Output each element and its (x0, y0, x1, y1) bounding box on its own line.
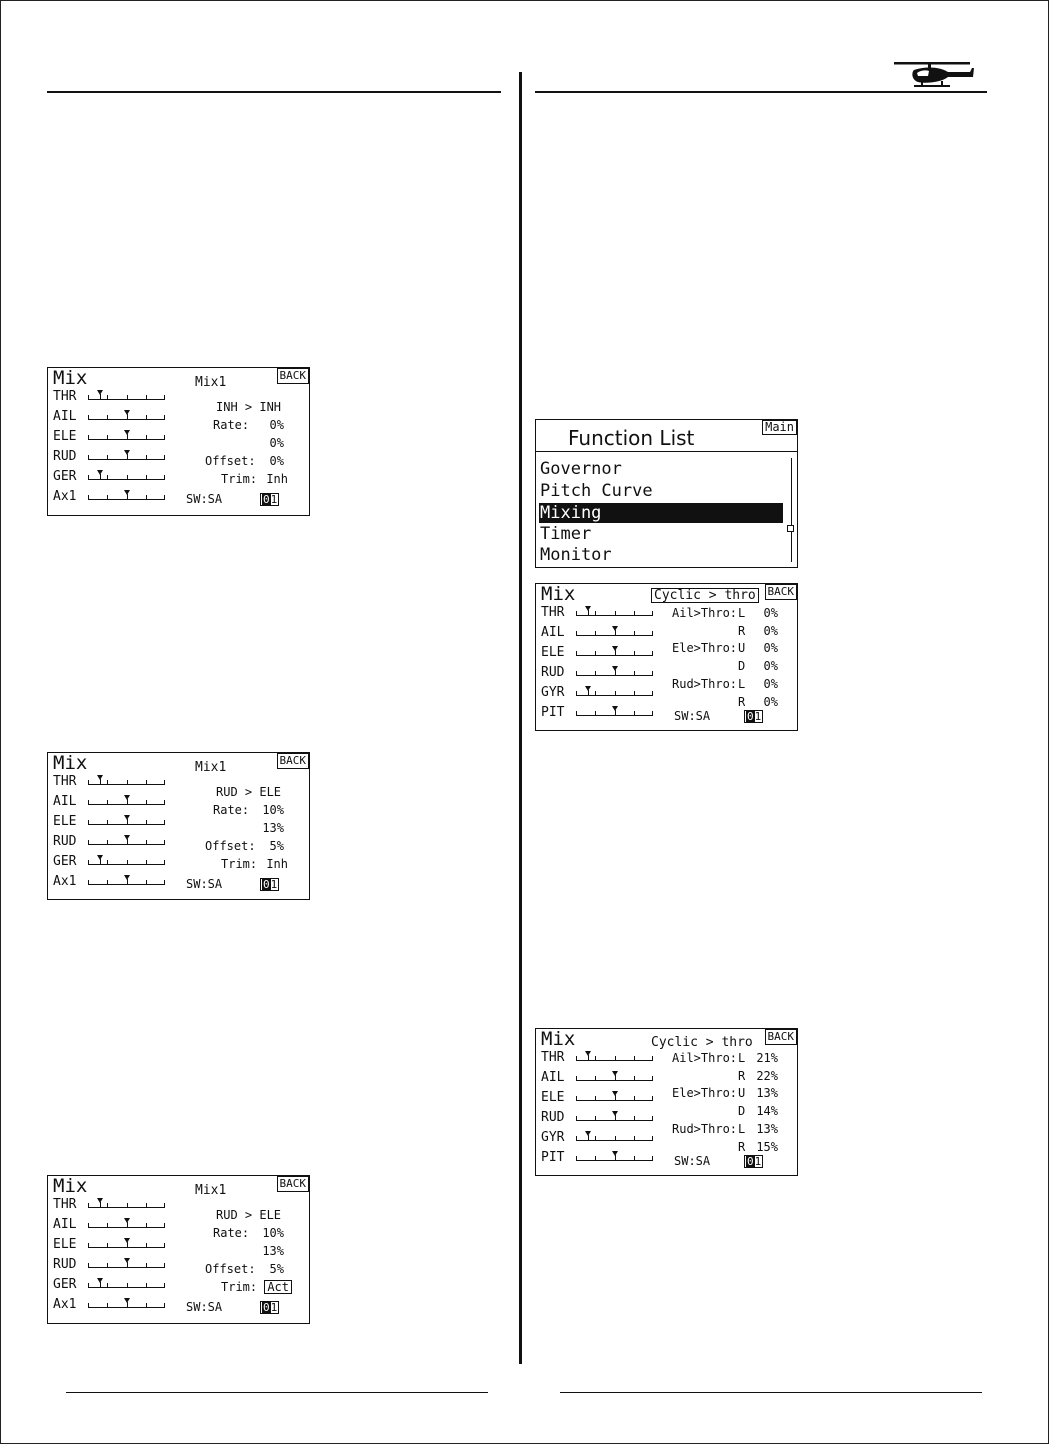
switch-position-indicator (744, 710, 763, 723)
bar-tick (595, 671, 596, 676)
bar-tick (146, 455, 147, 460)
menu-item-timer[interactable]: Timer (540, 524, 592, 544)
screen-title: Mix (53, 1175, 88, 1197)
channel-marker-stem (127, 414, 128, 420)
channel-marker-stem (127, 454, 128, 460)
bar-tick (634, 631, 635, 636)
channel-label-rud: RUD (53, 1257, 77, 1272)
menu-item-pitch-curve[interactable]: Pitch Curve (540, 481, 653, 501)
bar-tick (107, 1283, 108, 1288)
bar-tick (595, 1056, 596, 1061)
channel-marker-stem (615, 1115, 616, 1121)
bar-tick (107, 395, 108, 400)
channel-marker-stem (588, 610, 589, 616)
bar-tick (107, 1303, 108, 1308)
bar-tick (107, 800, 108, 805)
channel-bar-ail (576, 1072, 653, 1081)
rate-value-1: 0% (269, 418, 284, 432)
bar-tick (107, 820, 108, 825)
channel-bar-thr (88, 1199, 165, 1208)
bar-tick (146, 880, 147, 885)
screen-title: Mix (541, 583, 576, 605)
channel-bar-ele (576, 647, 653, 656)
switch-position-indicator (744, 1155, 763, 1168)
channel-marker-stem (100, 1282, 101, 1288)
channel-bar-rud (88, 836, 165, 845)
rud-label: Rud>Thro: (672, 677, 738, 691)
back-button[interactable]: BACK (277, 368, 310, 384)
channel-bar-ger (88, 471, 165, 480)
channel-label-ele: ELE (53, 429, 77, 444)
bar-tick (107, 860, 108, 865)
bar-tick (634, 1136, 635, 1141)
switch-label: SW:SA (186, 877, 223, 891)
channel-bar-ail (88, 796, 165, 805)
channel-label-ail: AIL (53, 794, 77, 809)
channel-label-rud: RUD (541, 1110, 565, 1125)
mix-number: Mix1 (195, 760, 227, 775)
rud-r-dir: R (738, 695, 746, 709)
function-list-screen (535, 419, 798, 568)
menu-item-governor[interactable]: Governor (540, 459, 622, 479)
ele-d-value: 14% (756, 1104, 778, 1118)
ail-l-value: 21% (756, 1051, 778, 1065)
rate-value-2: 0% (269, 436, 284, 450)
bar-tick (595, 1096, 596, 1101)
bar-tick (107, 780, 108, 785)
bar-tick (107, 435, 108, 440)
bar-tick (107, 1263, 108, 1268)
ail-r-value: 0% (763, 624, 778, 638)
channel-bar-ele (88, 431, 165, 440)
bar-tick (146, 435, 147, 440)
ele-label: Ele>Thro: (672, 641, 738, 655)
bar-tick (595, 691, 596, 696)
mix-route: RUD > ELE (216, 785, 282, 799)
bar-tick (615, 611, 616, 616)
bar-tick (146, 415, 147, 420)
channel-marker-stem (100, 394, 101, 400)
channel-label-thr: THR (541, 1050, 565, 1065)
channel-marker-stem (127, 839, 128, 845)
ele-u-value: 13% (756, 1086, 778, 1100)
channel-label-thr: THR (53, 1197, 77, 1212)
main-button[interactable]: Main (762, 420, 797, 435)
bar-tick (634, 651, 635, 656)
bar-tick (146, 1283, 147, 1288)
right-footer-rule (560, 1392, 982, 1393)
offset-label: Offset: (205, 839, 256, 853)
bar-tick (634, 691, 635, 696)
ele-d-dir: D (738, 1104, 746, 1118)
trim-label: Trim: (221, 1280, 258, 1294)
bar-tick (595, 1076, 596, 1081)
channel-label-ger: GER (53, 854, 77, 869)
mix-type[interactable]: Cyclic > thro (651, 588, 759, 603)
channel-bar-gyr (576, 1132, 653, 1141)
channel-marker-stem (127, 819, 128, 825)
ele-u-value: 0% (763, 641, 778, 655)
switch-pos-1: 1 (270, 493, 278, 506)
channel-bar-ax1 (88, 1299, 165, 1308)
scrollbar[interactable] (791, 458, 792, 562)
channel-bar-ax1 (88, 491, 165, 500)
channel-marker-stem (100, 779, 101, 785)
ail-r-dir: R (738, 1069, 746, 1083)
bar-tick (127, 1203, 128, 1208)
rate-value-2: 13% (262, 1244, 284, 1258)
mix-route: INH > INH (216, 400, 282, 414)
rate-value-1: 10% (262, 803, 284, 817)
bar-tick (615, 1136, 616, 1141)
channel-label-ail: AIL (53, 1217, 77, 1232)
bar-tick (146, 1243, 147, 1248)
right-header-rule (535, 91, 987, 93)
bar-tick (595, 1136, 596, 1141)
bar-tick (634, 671, 635, 676)
rate-value-1: 10% (262, 1226, 284, 1240)
bar-tick (634, 1116, 635, 1121)
switch-label: SW:SA (186, 1300, 223, 1314)
bar-tick (127, 780, 128, 785)
back-button[interactable]: BACK (277, 1176, 310, 1192)
switch-pos-1: 1 (754, 710, 762, 723)
bar-tick (595, 1156, 596, 1161)
switch-pos-0: 0 (747, 710, 754, 723)
channel-marker-stem (588, 1055, 589, 1061)
mix-screen-rud-ele (47, 752, 310, 900)
switch-pos-1: 1 (270, 1301, 278, 1314)
mix-route: RUD > ELE (216, 1208, 282, 1222)
channel-marker-stem (127, 799, 128, 805)
mix-type[interactable]: Cyclic > thro (651, 1035, 753, 1050)
bar-tick (634, 611, 635, 616)
channel-label-ele: ELE (541, 645, 565, 660)
channel-label-ax1: Ax1 (53, 1297, 77, 1312)
menu-item-monitor[interactable]: Monitor (540, 545, 612, 565)
bar-tick (615, 1056, 616, 1061)
channel-label-thr: THR (541, 605, 565, 620)
ail-l-value: 0% (763, 606, 778, 620)
channel-bar-ele (88, 816, 165, 825)
bar-tick (107, 880, 108, 885)
bar-tick (107, 455, 108, 460)
channel-bar-rud (576, 667, 653, 676)
channel-bar-ger (88, 856, 165, 865)
channel-bar-thr (576, 1052, 653, 1061)
bar-tick (127, 860, 128, 865)
bar-tick (146, 475, 147, 480)
channel-bar-ail (576, 627, 653, 636)
rud-l-value: 13% (756, 1122, 778, 1136)
channel-label-ax1: Ax1 (53, 489, 77, 504)
bar-tick (595, 611, 596, 616)
rud-r-value: 0% (763, 695, 778, 709)
channel-marker-stem (127, 494, 128, 500)
bar-tick (107, 475, 108, 480)
switch-pos-1: 1 (754, 1155, 762, 1168)
switch-position-indicator (260, 1301, 279, 1314)
bar-tick (595, 631, 596, 636)
bar-tick (146, 820, 147, 825)
rud-l-value: 0% (763, 677, 778, 691)
rud-l-dir: L (738, 677, 746, 691)
channel-bar-thr (88, 391, 165, 400)
switch-pos-0: 0 (263, 493, 270, 506)
switch-position-indicator (260, 493, 279, 506)
rud-r-value: 15% (756, 1140, 778, 1154)
left-header-rule (47, 91, 501, 93)
ele-u-dir: U (738, 641, 746, 655)
channel-bar-ax1 (88, 876, 165, 885)
bar-tick (107, 1203, 108, 1208)
mix-number: Mix1 (195, 375, 227, 390)
channel-marker-stem (588, 690, 589, 696)
bar-tick (634, 1056, 635, 1061)
offset-value: 5% (269, 1262, 284, 1276)
channel-marker-stem (100, 1202, 101, 1208)
trim-label: Trim: (221, 857, 258, 871)
channel-bar-ele (576, 1092, 653, 1101)
bar-tick (634, 711, 635, 716)
channel-label-rud: RUD (541, 665, 565, 680)
channel-label-ail: AIL (541, 625, 565, 640)
channel-label-gyr: GYR (541, 1130, 565, 1145)
bar-tick (595, 711, 596, 716)
ail-l-dir: L (738, 606, 746, 620)
ail-label: Ail>Thro: (672, 606, 738, 620)
channel-marker-stem (615, 650, 616, 656)
function-list-title: Function List (568, 426, 695, 450)
channel-marker-stem (100, 474, 101, 480)
channel-label-ele: ELE (53, 814, 77, 829)
rud-label: Rud>Thro: (672, 1122, 738, 1136)
switch-pos-0: 0 (263, 1301, 270, 1314)
rate-label: Rate: (213, 803, 250, 817)
channel-marker-stem (127, 1302, 128, 1308)
ail-r-dir: R (738, 624, 746, 638)
channel-label-ax1: Ax1 (53, 874, 77, 889)
bar-tick (146, 395, 147, 400)
bar-tick (107, 415, 108, 420)
bar-tick (107, 1223, 108, 1228)
bar-tick (595, 651, 596, 656)
ele-u-dir: U (738, 1086, 746, 1100)
channel-label-rud: RUD (53, 834, 77, 849)
channel-label-ail: AIL (541, 1070, 565, 1085)
bar-tick (127, 475, 128, 480)
channel-marker-stem (615, 1095, 616, 1101)
channel-marker-stem (127, 434, 128, 440)
offset-value: 5% (269, 839, 284, 853)
channel-marker-stem (100, 859, 101, 865)
title-divider (536, 451, 797, 452)
switch-pos-0: 0 (747, 1155, 754, 1168)
channel-label-thr: THR (53, 389, 77, 404)
back-button[interactable]: BACK (765, 584, 798, 600)
channel-bar-thr (576, 607, 653, 616)
offset-value: 0% (269, 454, 284, 468)
bar-tick (107, 840, 108, 845)
menu-item-mixing[interactable]: Mixing (539, 503, 783, 523)
mix-screen-rud-ele-trim (47, 1175, 310, 1324)
trim-value[interactable]: Inh (266, 857, 288, 871)
channel-marker-stem (615, 710, 616, 716)
channel-bar-rud (88, 1259, 165, 1268)
bar-tick (146, 840, 147, 845)
switch-label: SW:SA (674, 1154, 711, 1168)
switch-label: SW:SA (674, 709, 711, 723)
channel-marker-stem (588, 1135, 589, 1141)
rud-r-dir: R (738, 1140, 746, 1154)
offset-label: Offset: (205, 1262, 256, 1276)
back-button[interactable]: BACK (765, 1029, 798, 1045)
ail-l-dir: L (738, 1051, 746, 1065)
ail-r-value: 22% (756, 1069, 778, 1083)
switch-pos-1: 1 (270, 878, 278, 891)
back-button[interactable]: BACK (277, 753, 310, 769)
channel-marker-stem (127, 1222, 128, 1228)
bar-tick (146, 1303, 147, 1308)
mix-screen-cyclic-throttle (535, 583, 798, 731)
channel-marker-stem (615, 1155, 616, 1161)
channel-bar-thr (88, 776, 165, 785)
mix-screen-cyclic-throttle-set (535, 1028, 798, 1176)
channel-marker-stem (615, 670, 616, 676)
left-footer-rule (66, 1392, 488, 1393)
trim-value[interactable]: Inh (266, 472, 288, 486)
channel-label-ger: GER (53, 1277, 77, 1292)
channel-bar-ger (88, 1279, 165, 1288)
bar-tick (146, 1203, 147, 1208)
scrollbar-thumb[interactable] (787, 525, 794, 532)
channel-label-ele: ELE (541, 1090, 565, 1105)
channel-label-rud: RUD (53, 449, 77, 464)
mix-number: Mix1 (195, 1183, 227, 1198)
rate-label: Rate: (213, 418, 250, 432)
channel-marker-stem (127, 879, 128, 885)
trim-value[interactable]: Act (264, 1280, 292, 1294)
screen-title: Mix (53, 367, 88, 389)
bar-tick (146, 860, 147, 865)
channel-label-ger: GER (53, 469, 77, 484)
channel-label-ail: AIL (53, 409, 77, 424)
bar-tick (146, 495, 147, 500)
channel-marker-stem (615, 1075, 616, 1081)
bar-tick (146, 1263, 147, 1268)
bar-tick (595, 1116, 596, 1121)
rud-l-dir: L (738, 1122, 746, 1136)
channel-bar-gyr (576, 687, 653, 696)
bar-tick (634, 1156, 635, 1161)
ail-label: Ail>Thro: (672, 1051, 738, 1065)
bar-tick (127, 1283, 128, 1288)
trim-label: Trim: (221, 472, 258, 486)
channel-bar-pit (576, 1152, 653, 1161)
bar-tick (146, 1223, 147, 1228)
channel-label-pit: PIT (541, 705, 565, 720)
channel-bar-ail (88, 1219, 165, 1228)
channel-bar-rud (88, 451, 165, 460)
screen-title: Mix (541, 1028, 576, 1050)
screen-title: Mix (53, 752, 88, 774)
column-divider (519, 72, 522, 1364)
channel-marker-stem (127, 1242, 128, 1248)
bar-tick (146, 780, 147, 785)
channel-bar-rud (576, 1112, 653, 1121)
channel-bar-pit (576, 707, 653, 716)
ele-label: Ele>Thro: (672, 1086, 738, 1100)
ele-d-value: 0% (763, 659, 778, 673)
bar-tick (634, 1096, 635, 1101)
channel-marker-stem (615, 630, 616, 636)
bar-tick (146, 800, 147, 805)
helicopter-icon (892, 60, 974, 90)
rate-value-2: 13% (262, 821, 284, 835)
offset-label: Offset: (205, 454, 256, 468)
mix-screen-inhibit (47, 367, 310, 516)
bar-tick (127, 395, 128, 400)
channel-label-gyr: GYR (541, 685, 565, 700)
channel-label-pit: PIT (541, 1150, 565, 1165)
channel-label-thr: THR (53, 774, 77, 789)
bar-tick (107, 1243, 108, 1248)
switch-pos-0: 0 (263, 878, 270, 891)
ele-d-dir: D (738, 659, 746, 673)
channel-bar-ele (88, 1239, 165, 1248)
bar-tick (107, 495, 108, 500)
bar-tick (615, 691, 616, 696)
bar-tick (634, 1076, 635, 1081)
switch-label: SW:SA (186, 492, 223, 506)
channel-marker-stem (127, 1262, 128, 1268)
switch-position-indicator (260, 878, 279, 891)
channel-bar-ail (88, 411, 165, 420)
channel-label-ele: ELE (53, 1237, 77, 1252)
rate-label: Rate: (213, 1226, 250, 1240)
